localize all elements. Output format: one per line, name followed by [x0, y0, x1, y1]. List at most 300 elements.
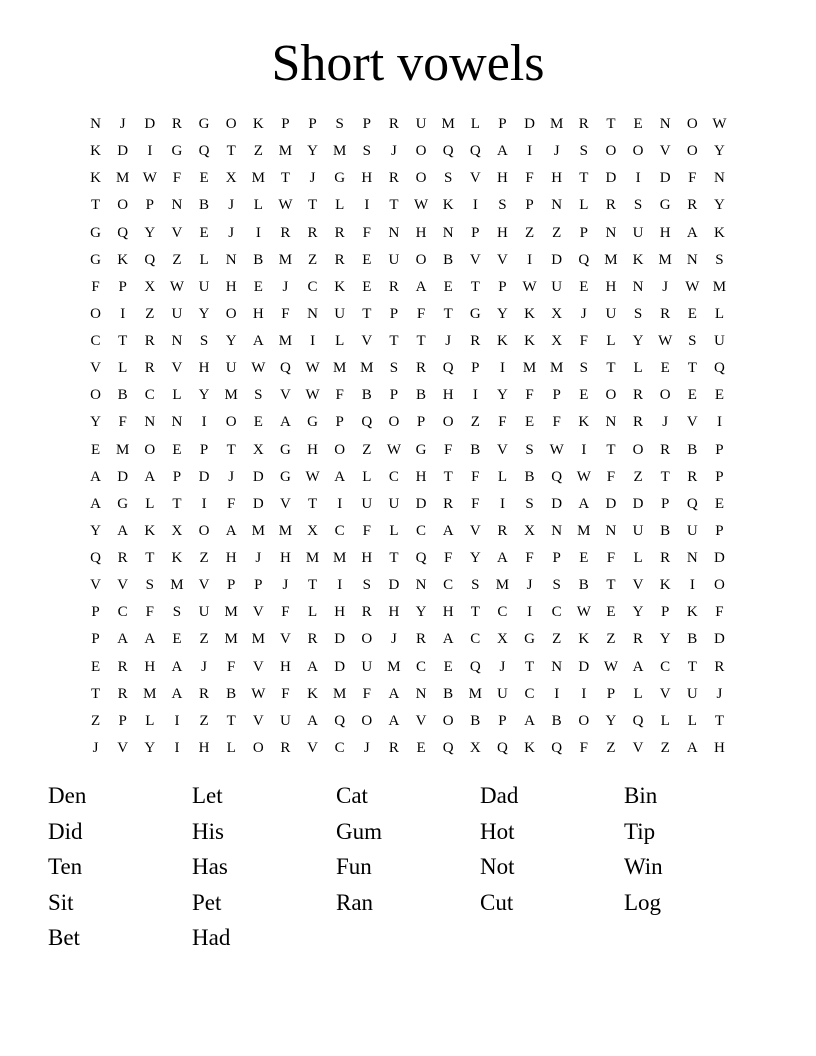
grid-cell: P [471, 224, 480, 241]
grid-row [82, 247, 734, 274]
grid-cell: S [579, 143, 588, 160]
grid-cell: M [251, 522, 265, 539]
grid-cell: V [252, 658, 264, 675]
grid-cell: D [334, 631, 346, 648]
grid-cell: V [686, 414, 698, 431]
grid-cell: U [171, 305, 183, 322]
grid-cell: N [686, 251, 698, 268]
grid-cell: N [551, 197, 563, 214]
grid-cell: Z [199, 631, 209, 648]
grid-cell: P [579, 224, 588, 241]
grid-cell: D [252, 468, 264, 485]
grid-cell: F [227, 658, 236, 675]
grid-cell: Z [145, 305, 155, 322]
grid-cell: L [335, 197, 345, 214]
grid-cell: M [712, 278, 727, 295]
grid-cell: B [687, 441, 698, 458]
grid-cell: N [415, 577, 427, 594]
grid-cell: A [307, 712, 318, 729]
grid-cell: P [335, 414, 344, 431]
grid-cell: M [550, 360, 564, 377]
grid-row [82, 301, 734, 328]
grid-cell: P [389, 305, 399, 322]
grid-cell: C [443, 577, 454, 594]
word-list-item: Cut [480, 889, 514, 915]
grid-cell: Z [172, 251, 182, 268]
grid-cell: P [199, 441, 209, 458]
grid-cell: F [579, 333, 588, 350]
grid-cell: Q [361, 414, 373, 431]
grid-cell: Y [144, 224, 156, 241]
grid-cell: J [662, 414, 669, 431]
grid-cell: W [549, 441, 564, 458]
grid-cell: T [389, 333, 399, 350]
grid-cell: W [251, 685, 266, 702]
grid-cell: G [198, 116, 210, 133]
grid-cell: F [606, 468, 616, 485]
grid-cell: J [119, 116, 126, 133]
grid-cell: S [199, 333, 209, 350]
grid-cell: M [550, 116, 564, 133]
grid-cell: B [578, 577, 589, 594]
grid-cell: A [497, 143, 508, 160]
grid-cell: V [307, 739, 318, 756]
grid-cell: X [307, 522, 318, 539]
grid-cell: L [145, 495, 155, 512]
grid-cell: M [577, 522, 591, 539]
grid-cell: K [90, 143, 101, 160]
grid-cell: Q [469, 658, 481, 675]
grid-cell: U [361, 495, 373, 512]
grid-cell: Q [198, 143, 210, 160]
grid-row [82, 355, 734, 382]
grid-cell: T [362, 305, 372, 322]
grid-cell: J [445, 333, 452, 350]
grid-cell: I [689, 577, 695, 594]
grid-row [82, 708, 734, 735]
grid-cell: O [442, 712, 454, 729]
grid-cell: T [307, 197, 318, 214]
grid-cell: V [632, 739, 644, 756]
grid-cell: F [525, 170, 534, 187]
grid-cell: E [253, 414, 263, 431]
grid-cell: C [416, 658, 427, 675]
grid-cell: T [416, 333, 426, 350]
grid-cell: Y [714, 143, 725, 160]
grid-cell: M [468, 685, 482, 702]
grid-cell: Z [633, 468, 643, 485]
grid-cell: Y [632, 604, 644, 621]
grid-cell: F [688, 170, 697, 187]
grid-cell: J [553, 143, 560, 160]
grid-cell: C [497, 604, 508, 621]
grid-row [82, 328, 734, 355]
grid-cell: S [579, 360, 588, 377]
grid-cell: X [252, 441, 264, 458]
grid-cell: W [576, 468, 591, 485]
grid-cell: M [333, 685, 347, 702]
grid-cell: T [524, 658, 535, 675]
grid-cell: N [388, 224, 400, 241]
grid-cell: Q [334, 712, 346, 729]
grid-cell: A [252, 333, 264, 350]
word-list-item: Den [48, 783, 87, 808]
grid-cell: N [605, 522, 617, 539]
grid-cell: H [280, 658, 291, 675]
grid-cell: Q [469, 143, 481, 160]
grid-cell: T [307, 577, 318, 594]
grid-row [82, 274, 734, 301]
grid-cell: V [90, 577, 101, 594]
grid-cell: Q [90, 550, 101, 567]
grid-cell: M [116, 170, 130, 187]
grid-cell: T [579, 170, 589, 187]
grid-cell: C [334, 739, 345, 756]
grid-cell: Y [198, 387, 210, 404]
grid-cell: I [310, 333, 316, 350]
grid-cell: T [714, 712, 725, 729]
grid-cell: V [497, 441, 508, 458]
grid-cell: L [199, 251, 209, 268]
grid-cell: I [581, 685, 587, 702]
grid-cell: M [278, 143, 293, 160]
grid-cell: H [388, 604, 400, 621]
grid-cell: K [307, 685, 318, 702]
grid-cell: V [117, 739, 129, 756]
grid-cell: I [147, 143, 153, 160]
grid-cell: N [659, 116, 671, 133]
grid-cell: I [255, 224, 261, 241]
grid-cell: A [144, 631, 156, 648]
grid-cell: G [334, 170, 346, 187]
grid-cell: A [686, 224, 698, 241]
grid-cell: Z [606, 739, 616, 756]
grid-cell: Q [280, 360, 291, 377]
grid-cell: F [335, 387, 344, 404]
grid-cell: G [90, 224, 101, 241]
grid-cell: D [117, 468, 129, 485]
grid-cell: G [659, 197, 671, 214]
grid-cell: H [551, 170, 563, 187]
grid-cell: V [171, 224, 183, 241]
grid-cell: I [337, 577, 343, 594]
grid-cell: T [389, 197, 399, 214]
grid-cell: V [280, 495, 291, 512]
grid-cell: O [605, 387, 617, 404]
grid-cell: P [498, 712, 507, 729]
grid-cell: N [551, 522, 563, 539]
grid-cell: D [659, 170, 671, 187]
grid-cell: I [581, 441, 587, 458]
grid-cell: C [470, 631, 481, 648]
grid-cell: D [551, 251, 563, 268]
grid-cell: T [145, 550, 155, 567]
grid-cell: Z [253, 143, 263, 160]
grid-cell: D [605, 170, 617, 187]
grid-cell: A [334, 468, 346, 485]
grid-cell: R [633, 631, 644, 648]
grid-cell: F [91, 278, 100, 295]
grid-cell: L [470, 116, 480, 133]
grid-row [82, 165, 734, 192]
grid-cell: R [307, 631, 318, 648]
grid-cell: I [527, 251, 533, 268]
grid-cell: Y [714, 197, 725, 214]
grid-cell: W [142, 170, 157, 187]
grid-cell: E [714, 495, 725, 512]
word-list-item: Hot [480, 818, 515, 844]
grid-cell: Q [551, 468, 563, 485]
grid-cell: E [416, 739, 426, 756]
grid-cell: K [659, 577, 671, 594]
grid-cell: L [497, 468, 508, 485]
grid-cell: F [606, 550, 616, 567]
grid-cell: E [687, 387, 697, 404]
word-list-item: Bet [48, 925, 80, 951]
grid-cell: L [335, 333, 345, 350]
word-list-item: Bin [624, 783, 658, 808]
grid-row [82, 437, 734, 464]
word-list-item: Let [192, 783, 223, 808]
grid-cell: Q [714, 360, 725, 377]
grid-cell: F [552, 414, 561, 431]
word-list-item: Dad [480, 783, 519, 808]
grid-cell: H [605, 278, 617, 295]
grid-cell: M [522, 360, 537, 377]
grid-cell: S [172, 604, 182, 621]
grid-cell: Y [497, 305, 508, 322]
grid-cell: N [442, 224, 454, 241]
grid-cell: D [714, 550, 725, 567]
grid-cell: E [362, 251, 372, 268]
grid-cell: U [714, 333, 725, 350]
grid-cell: Z [552, 631, 562, 648]
grid-cell: I [472, 387, 478, 404]
grid-cell: Q [686, 495, 698, 512]
grid-cell: B [226, 685, 237, 702]
grid-cell: I [364, 197, 370, 214]
grid-cell: H [225, 550, 237, 567]
grid-cell: F [281, 604, 290, 621]
grid-cell: M [604, 251, 618, 268]
grid-row [82, 111, 734, 138]
grid-cell: P [661, 604, 670, 621]
grid-cell: O [578, 712, 590, 729]
grid-cell: U [225, 360, 237, 377]
grid-cell: Q [117, 224, 129, 241]
grid-cell: K [334, 278, 346, 295]
grid-cell: U [198, 278, 210, 295]
grid-cell: L [606, 333, 616, 350]
grid-cell: O [361, 631, 373, 648]
grid-cell: O [442, 414, 454, 431]
grid-cell: Q [442, 739, 454, 756]
grid-cell: X [225, 170, 237, 187]
grid-cell: J [228, 468, 235, 485]
grid-cell: P [498, 278, 507, 295]
grid-cell: R [578, 116, 589, 133]
grid-cell: S [362, 577, 371, 594]
grid-cell: T [389, 550, 399, 567]
grid-cell: S [444, 170, 453, 187]
grid-cell: P [145, 197, 154, 214]
grid-cell: H [225, 278, 237, 295]
grid-cell: P [606, 685, 616, 702]
grid-cell: J [662, 278, 669, 295]
grid-cell: R [416, 360, 427, 377]
grid-cell: O [334, 441, 346, 458]
grid-cell: I [527, 604, 533, 621]
grid-cell: B [551, 712, 562, 729]
grid-cell: Z [362, 441, 372, 458]
grid-cell: Z [199, 712, 209, 729]
grid-cell: H [144, 658, 156, 675]
grid-cell: D [198, 468, 210, 485]
grid-cell: U [198, 604, 210, 621]
grid-cell: R [388, 278, 399, 295]
grid-cell: K [252, 116, 264, 133]
grid-cell: S [525, 495, 534, 512]
grid-cell: R [144, 333, 155, 350]
grid-cell: E [714, 387, 725, 404]
grid-cell: I [174, 712, 180, 729]
grid-cell: I [337, 495, 343, 512]
grid-cell: N [171, 414, 183, 431]
word-list-item: His [192, 818, 224, 844]
grid-cell: F [444, 550, 453, 567]
grid-cell: V [497, 251, 508, 268]
grid-cell: W [305, 468, 320, 485]
grid-cell: F [118, 414, 127, 431]
grid-cell: W [576, 604, 591, 621]
grid-cell: E [253, 278, 263, 295]
grid-cell: A [117, 522, 129, 539]
grid-cell: C [551, 604, 562, 621]
grid-cell: G [280, 468, 291, 485]
grid-cell: T [687, 360, 697, 377]
grid-cell: R [388, 170, 399, 187]
grid-cell: O [225, 414, 237, 431]
grid-cell: Y [90, 522, 101, 539]
grid-cell: L [660, 712, 670, 729]
grid-cell: K [524, 333, 535, 350]
grid-cell: S [498, 197, 507, 214]
grid-cell: M [224, 604, 238, 621]
grid-cell: T [606, 360, 616, 377]
grid-cell: O [632, 143, 644, 160]
grid-cell: R [443, 495, 454, 512]
grid-cell: S [525, 441, 534, 458]
grid-cell: K [442, 197, 454, 214]
grid-cell: L [633, 360, 643, 377]
grid-cell: Y [307, 143, 318, 160]
grid-cell: O [632, 441, 644, 458]
grid-cell: U [551, 278, 563, 295]
grid-cell: I [635, 170, 641, 187]
grid-cell: M [658, 251, 672, 268]
grid-cell: M [278, 522, 293, 539]
grid-cell: B [416, 387, 427, 404]
grid-cell: X [144, 278, 156, 295]
grid-cell: R [687, 197, 698, 214]
grid-row [82, 464, 734, 491]
grid-cell: A [497, 550, 508, 567]
grid-cell: J [282, 577, 289, 594]
grid-cell: E [199, 224, 209, 241]
grid-cell: X [551, 333, 563, 350]
grid-cell: L [172, 387, 182, 404]
grid-cell: C [388, 468, 399, 485]
grid-cell: J [282, 278, 289, 295]
grid-cell: N [714, 170, 725, 187]
grid-cell: V [280, 387, 291, 404]
grid-cell: Q [632, 712, 644, 729]
grid-cell: S [633, 305, 643, 322]
grid-cell: R [633, 387, 644, 404]
word-list-item: Did [48, 818, 83, 844]
grid-cell: O [686, 143, 698, 160]
grid-cell: F [362, 522, 371, 539]
grid-cell: A [280, 414, 291, 431]
grid-cell: R [199, 685, 210, 702]
grid-cell: R [144, 360, 155, 377]
grid-cell: U [686, 522, 698, 539]
grid-cell: W [603, 658, 619, 675]
grid-cell: D [578, 658, 590, 675]
grid-cell: M [441, 116, 455, 133]
grid-cell: B [524, 468, 535, 485]
grid-cell: U [361, 658, 373, 675]
grid-cell: P [118, 278, 127, 295]
grid-cell: P [715, 522, 724, 539]
grid-cell: M [251, 170, 265, 187]
grid-cell: M [116, 441, 130, 458]
grid-cell: U [686, 685, 698, 702]
grid-cell: O [605, 143, 617, 160]
grid-cell: X [497, 631, 508, 648]
grid-row [82, 681, 734, 708]
grid-cell: Z [199, 550, 209, 567]
grid-row [82, 220, 734, 247]
grid-cell: I [527, 143, 533, 160]
grid-cell: N [686, 550, 698, 567]
grid-cell: O [225, 305, 237, 322]
grid-cell: K [497, 333, 508, 350]
grid-cell: R [117, 550, 128, 567]
grid-cell: I [201, 495, 207, 512]
grid-cell: V [198, 577, 210, 594]
grid-cell: J [228, 197, 235, 214]
grid-cell: A [117, 631, 129, 648]
grid-cell: V [469, 522, 481, 539]
grid-cell: V [469, 170, 481, 187]
grid-cell: W [522, 278, 537, 295]
grid-cell: D [334, 658, 346, 675]
grid-cell: S [254, 387, 263, 404]
grid-cell: P [471, 360, 480, 377]
grid-cell: S [471, 577, 480, 594]
grid-cell: M [224, 387, 238, 404]
grid-cell: H [198, 739, 210, 756]
grid-cell: Y [632, 333, 644, 350]
grid-cell: C [144, 387, 155, 404]
grid-cell: H [442, 387, 454, 404]
grid-cell: I [499, 495, 505, 512]
grid-cell: B [687, 631, 698, 648]
grid-cell: O [144, 441, 156, 458]
grid-cell: W [169, 278, 185, 295]
grid-cell: V [252, 712, 264, 729]
